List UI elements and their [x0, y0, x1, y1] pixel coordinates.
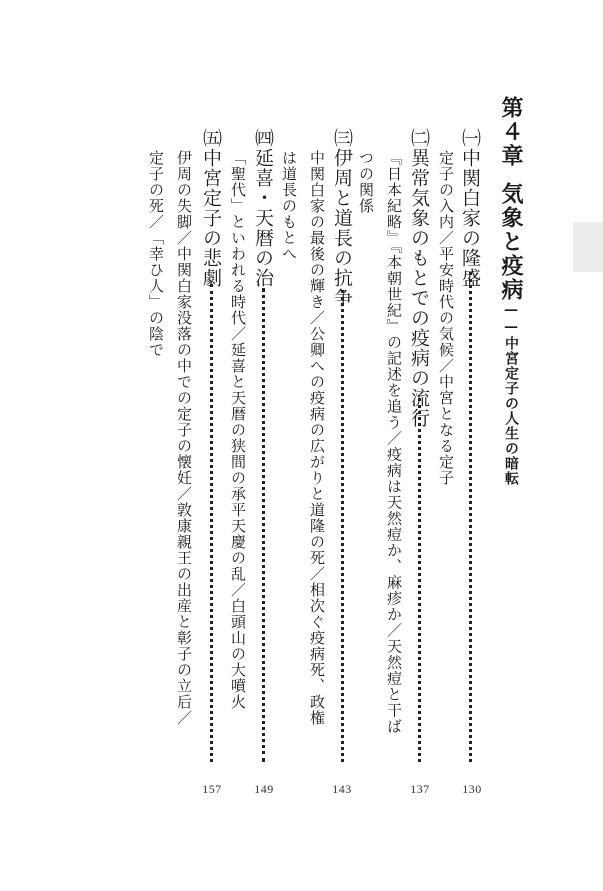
section-heading-4: ㈣延喜・天暦の治 [252, 128, 274, 288]
page-number-3: 143 [332, 782, 352, 796]
chapter-title [500, 96, 522, 486]
page-number-2: 137 [410, 782, 430, 796]
section-subtopics-3a: 中関白家の最後の輝き／公卿への疫病の広がりと道隆の死／相次ぐ疫病死、政権 [308, 150, 326, 726]
section-heading-5: ㈤中宮定子の悲劇 [200, 128, 222, 288]
section-subtopics-3b: は道長のもとへ [280, 150, 298, 262]
section-subtopics-1: 定子の入内／平安時代の気候／中宮となる定子 [437, 150, 455, 486]
page-number-5: 157 [202, 782, 222, 796]
section-heading-2: ㈡異常気象のもとでの疫病の流行 [408, 128, 430, 428]
leader-dots-1 [469, 272, 472, 762]
leader-dots-3 [341, 290, 344, 762]
section-subtopics-2a: 『日本紀略』『本朝世紀』の記述を追う／疫病は天然痘か、麻疹か／天然痘と干ば [385, 150, 403, 735]
section-subtopics-4: 「聖代」といわれる時代／延喜と天暦の狭間の承平天慶の乱／白頭山の大噴火 [229, 150, 247, 710]
section-subtopics-5a: 伊周の失脚／中関白家没落の中での定子の懐妊／敦康親王の出産と彰子の立后／ [175, 150, 193, 726]
leader-dots-4 [262, 288, 265, 762]
section-subtopics-5b: 定子の死／「幸ひ人」の陰で [147, 150, 165, 358]
page-number-4: 149 [254, 782, 274, 796]
chapter-subtitle: ——中宮定子の人生の暗転 [503, 302, 519, 486]
section-heading-3: ㈢伊周と道長の抗争 [331, 128, 353, 308]
leader-dots-5 [210, 284, 213, 762]
chapter-title-text: 気象と疫病 [498, 182, 524, 302]
section-subtopics-2b: つの関係 [357, 150, 375, 214]
section-heading-1: ㈠中関白家の隆盛 [459, 128, 481, 288]
chapter-label: 第４章 [498, 96, 524, 168]
leader-dots-2 [418, 398, 421, 762]
page-number-1: 130 [462, 782, 482, 796]
page-edge-tab [573, 222, 603, 272]
